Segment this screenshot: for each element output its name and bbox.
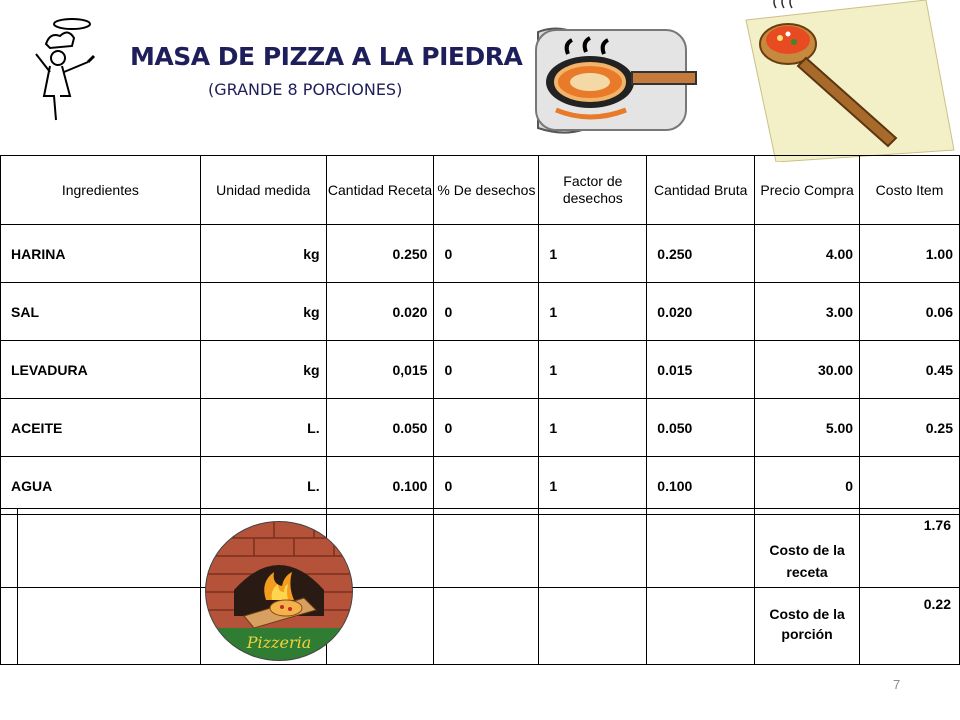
cell-costo — [860, 457, 960, 515]
cell-bruta: 0.250 — [647, 225, 755, 283]
summary-empty-cell — [539, 588, 647, 665]
recipe-cost-value: 1.76 — [860, 509, 960, 588]
recipe-cost-table — [0, 155, 960, 515]
summary-empty-cell — [539, 509, 647, 588]
cell-precio: 3.00 — [755, 283, 860, 341]
cell-ingrediente: SAL — [1, 283, 201, 341]
summary-empty-cell — [434, 588, 539, 665]
cell-bruta: 0.050 — [647, 399, 755, 457]
cell-factor: 1 — [539, 225, 647, 283]
pizza-oven-logo-icon — [204, 520, 354, 662]
cell-precio: 5.00 — [755, 399, 860, 457]
table-header-row — [1, 156, 960, 225]
cell-ingrediente: ACEITE — [1, 399, 201, 457]
cell-ingrediente: HARINA — [1, 225, 201, 283]
oven-logo-text: Pizzeria — [246, 633, 312, 652]
summary-empty-cell — [647, 588, 755, 665]
cell-desecho: 0 — [434, 341, 539, 399]
cell-costo: 0.06 — [860, 283, 960, 341]
cell-cantidad: 0.020 — [326, 283, 434, 341]
cell-factor: 1 — [539, 283, 647, 341]
col-header-costo: Costo Item — [860, 156, 960, 225]
cell-precio: 4.00 — [755, 225, 860, 283]
cell-desecho: 0 — [434, 457, 539, 515]
col-header-ingredientes: Ingredientes — [1, 156, 201, 225]
summary-empty-cell — [434, 509, 539, 588]
cell-unidad: L. — [200, 457, 326, 515]
cell-bruta: 0.100 — [647, 457, 755, 515]
cell-bruta: 0.020 — [647, 283, 755, 341]
summary-empty-cell — [647, 509, 755, 588]
cell-cantidad: 0,015 — [326, 341, 434, 399]
cell-desecho: 0 — [434, 283, 539, 341]
pizza-peel-icon — [736, 0, 960, 162]
table-row — [1, 283, 960, 341]
table-row — [1, 399, 960, 457]
cell-desecho: 0 — [434, 399, 539, 457]
cell-unidad: kg — [200, 283, 326, 341]
cell-ingrediente: LEVADURA — [1, 341, 201, 399]
cell-cantidad: 0.050 — [326, 399, 434, 457]
portion-cost-value: 0.22 — [860, 588, 960, 665]
chef-icon — [32, 14, 102, 124]
cell-unidad: L. — [200, 399, 326, 457]
cell-factor: 1 — [539, 399, 647, 457]
cell-unidad: kg — [200, 341, 326, 399]
cell-cantidad: 0.250 — [326, 225, 434, 283]
cell-unidad: kg — [200, 225, 326, 283]
col-header-unidad: Unidad medida — [200, 156, 326, 225]
page-number: 7 — [893, 677, 901, 692]
summary-table — [0, 508, 960, 665]
portion-cost-label: Costo de la porción — [755, 588, 860, 665]
cell-cantidad: 0.100 — [326, 457, 434, 515]
pizza-pan-mosaic-icon — [528, 24, 700, 136]
col-header-cantidad: Cantidad Receta — [326, 156, 434, 225]
summary-empty-cell — [17, 509, 200, 588]
cell-factor: 1 — [539, 341, 647, 399]
summary-spacer-cell — [1, 509, 18, 588]
summary-row-recipe — [1, 509, 960, 588]
col-header-bruta: Cantidad Bruta — [647, 156, 755, 225]
col-header-desechos: % De desechos — [434, 156, 539, 225]
cell-costo: 0.45 — [860, 341, 960, 399]
page-title: MASA DE PIZZA A LA PIEDRA — [130, 42, 523, 71]
summary-empty-cell — [17, 588, 200, 665]
table-row — [1, 341, 960, 399]
cell-precio: 0 — [755, 457, 860, 515]
summary-row-portion — [1, 588, 960, 665]
cell-desecho: 0 — [434, 225, 539, 283]
cell-bruta: 0.015 — [647, 341, 755, 399]
table-row — [1, 225, 960, 283]
cell-costo: 1.00 — [860, 225, 960, 283]
cell-precio: 30.00 — [755, 341, 860, 399]
col-header-precio: Precio Compra — [755, 156, 860, 225]
recipe-cost-label: Costo de la receta — [755, 509, 860, 588]
cell-ingrediente: AGUA — [1, 457, 201, 515]
table-row — [1, 457, 960, 515]
cell-costo: 0.25 — [860, 399, 960, 457]
cell-factor: 1 — [539, 457, 647, 515]
col-header-factor: Factor de desechos — [539, 156, 647, 225]
summary-spacer-cell — [1, 588, 18, 665]
page-subtitle: (GRANDE 8 PORCIONES) — [208, 80, 403, 99]
